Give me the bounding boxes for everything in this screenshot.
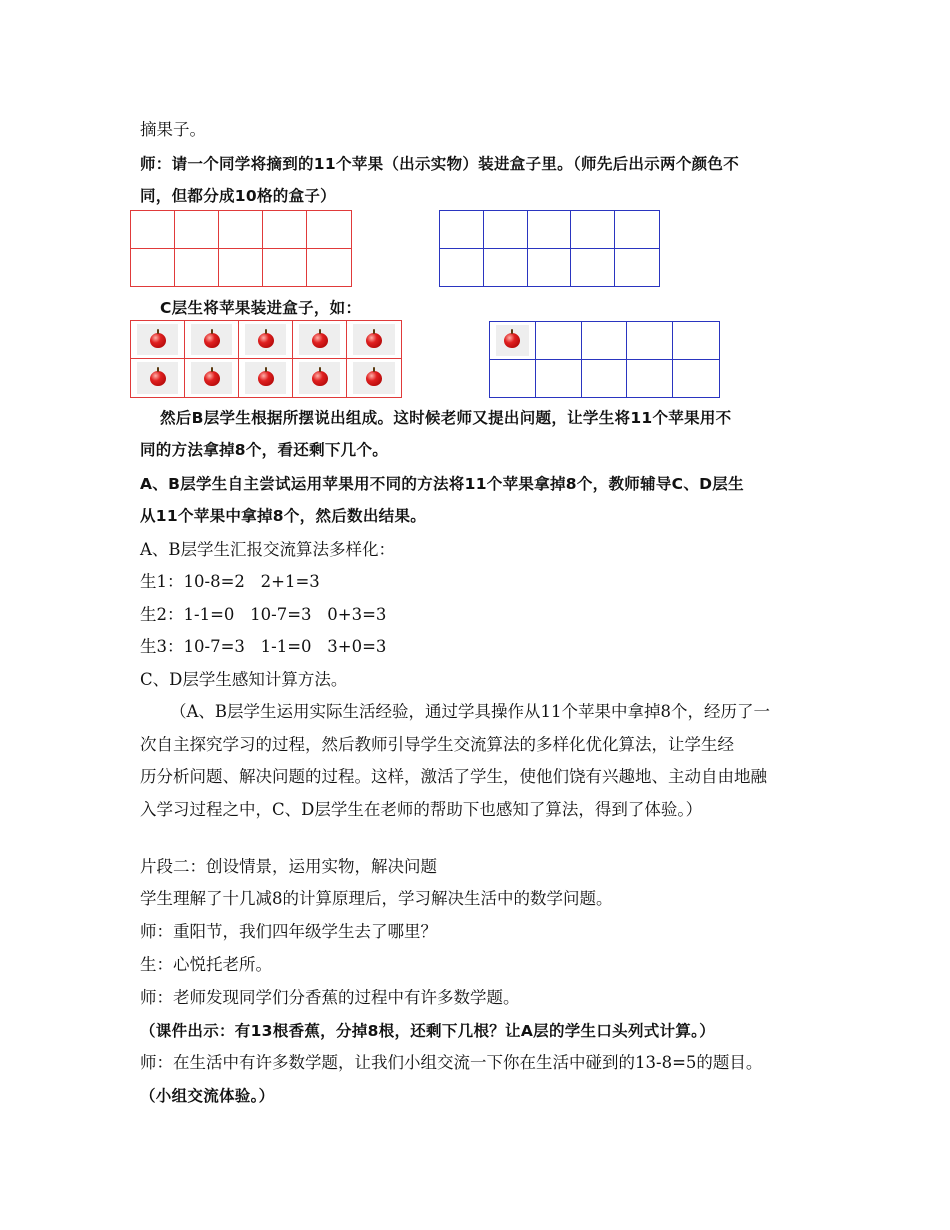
text-line: （课件出示：有13根香蕉，分掉8根，还剩下几根？让A层的学生口头列式计算。） [140,1022,716,1040]
apple-icon [258,371,274,386]
box-cell [582,322,628,360]
text-line: 生：心悦托老所。 [140,955,272,974]
text-line: 摘果子。 [140,120,206,139]
box-cell [627,322,673,360]
box-cell [571,211,615,249]
text-line: 然后B层学生根据所摆说出组成。这时候老师又提出问题，让学生将11个苹果用不 [160,409,732,427]
text-line: 学生理解了十几减8的计算原理后，学习解决生活中的数学问题。 [140,889,613,908]
text-line: A、B层学生汇报交流算法多样化： [140,540,396,559]
section-heading: 片段二：创设情景，运用实物，解决问题 [140,857,437,876]
red-box-with-apples [130,320,402,398]
text-line: 生1：10-8=2 2+1=3 [140,572,320,591]
text-line: （A、B层学生运用实际生活经验，通过学具操作从11个苹果中拿掉8个，经历了一 [170,702,771,721]
box-cell [490,322,536,360]
text-line: 从11个苹果中拿掉8个，然后数出结果。 [140,507,427,525]
empty-blue-box [439,210,660,287]
box-cell [293,359,347,397]
text-line: 生2：1-1=0 10-7=3 0+3=3 [140,605,387,624]
blue-box-with-apple [489,321,720,398]
text-line: 师：重阳节，我们四年级学生去了哪里？ [140,922,437,941]
text-line: A、B层学生自主尝试运用苹果用不同的方法将11个苹果拿掉8个，教师辅导C、D层生 [140,475,744,493]
apple-icon [150,333,166,348]
box-cell [528,249,572,287]
box-cell [293,321,347,359]
text-line: 师：在生活中有许多数学题，让我们小组交流一下你在生活中碰到的13-8=5的题目。 [140,1053,763,1072]
text-line: 同，但都分成10格的盒子） [140,187,336,205]
box-cell [263,249,307,287]
box-cell [307,211,351,249]
box-cell [219,249,263,287]
box-cell [484,249,528,287]
box-cell [263,211,307,249]
text-line: （小组交流体验。） [140,1087,275,1105]
box-cell [347,321,401,359]
box-cell [347,359,401,397]
box-cell [627,360,673,398]
box-cell [175,249,219,287]
box-cell [615,211,659,249]
apple-icon [366,333,382,348]
box-cell [440,211,484,249]
apple-icon [312,371,328,386]
text-line: 次自主探究学习的过程，然后教师引导学生交流算法的多样化优化算法，让学生经 [140,735,734,754]
box-cell [307,249,351,287]
box-cell [131,211,175,249]
box-cell [175,211,219,249]
box-cell [219,211,263,249]
text-line: 入学习过程之中，C、D层学生在老师的帮助下也感知了算法，得到了体验。） [140,800,703,819]
text-line: 同的方法拿掉8个，看还剩下几个。 [140,441,389,459]
box-cell [185,321,239,359]
text-line: 师：老师发现同学们分香蕉的过程中有许多数学题。 [140,988,520,1007]
box-cell [571,249,615,287]
box-cell [131,359,185,397]
box-cell [615,249,659,287]
box-cell [239,321,293,359]
text-line: 历分析问题、解决问题的过程。这样，激活了学生，使他们饶有兴趣地、主动自由地融 [140,767,767,786]
box-cell [536,360,582,398]
apple-icon [204,333,220,348]
box-cell [490,360,536,398]
apple-icon [204,371,220,386]
apple-icon [312,333,328,348]
apple-icon [150,371,166,386]
apple-icon [258,333,274,348]
box-cell [440,249,484,287]
box-cell [582,360,628,398]
box-cell [185,359,239,397]
box-cell [673,360,719,398]
empty-red-box [130,210,352,287]
box-cell [536,322,582,360]
text-line: 生3：10-7=3 1-1=0 3+0=3 [140,637,387,656]
text-line: 师：请一个同学将摘到的11个苹果（出示实物）装进盒子里。（师先后出示两个颜色不 [140,155,740,173]
box-cell [528,211,572,249]
apple-icon [366,371,382,386]
box-cell [131,249,175,287]
text-line: C层生将苹果装进盒子，如： [160,299,362,317]
text-line: C、D层学生感知计算方法。 [140,670,348,689]
box-cell [673,322,719,360]
box-cell [484,211,528,249]
box-cell [239,359,293,397]
box-cell [131,321,185,359]
